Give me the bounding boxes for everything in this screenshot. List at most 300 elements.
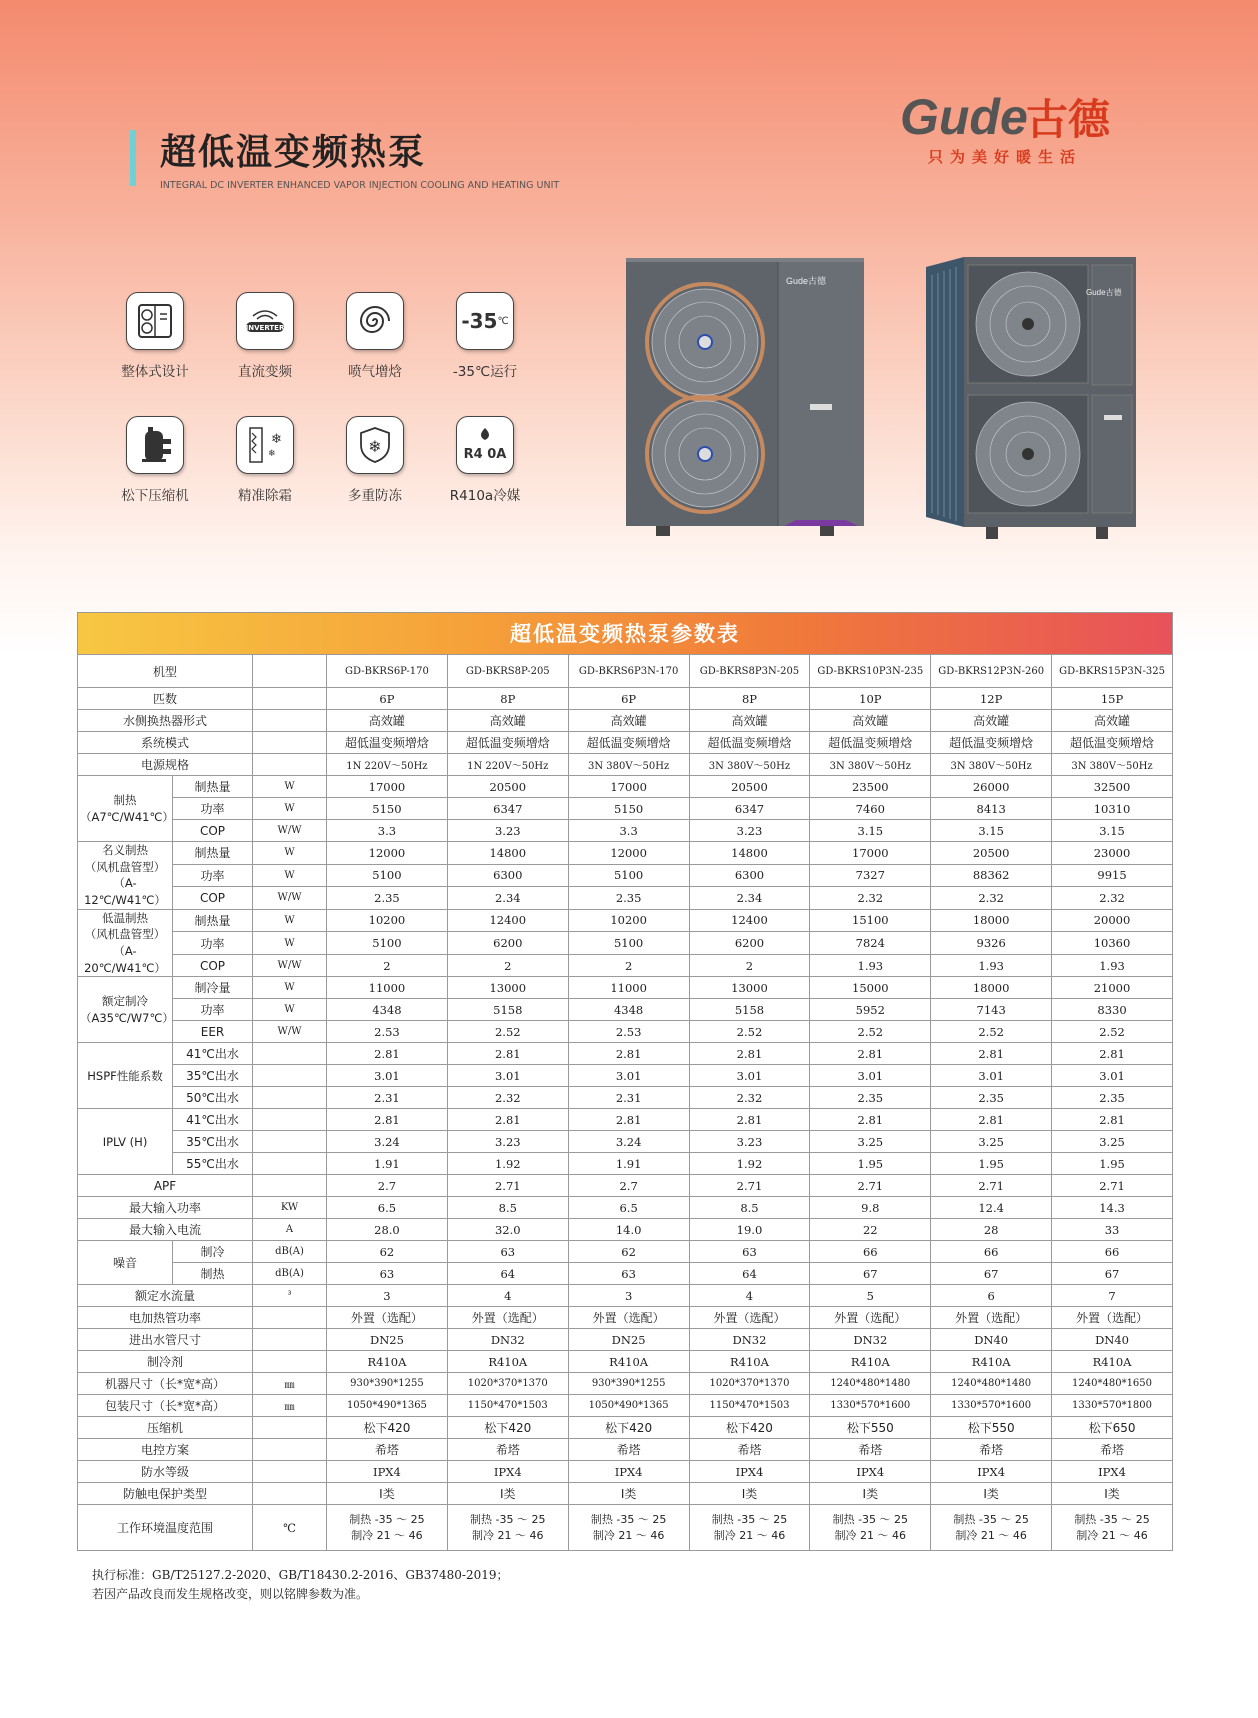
spec-value-cell: 松下550 [810,1417,931,1439]
spec-value-cell: 2.35 [931,1087,1052,1109]
spec-value-cell: 1N 220V～50Hz [327,754,448,776]
svg-text:❄: ❄ [368,437,382,456]
spec-value-cell: 3.23 [447,820,568,842]
spec-row [78,977,1173,999]
spec-value-cell: 超低温变频增焓 [810,732,931,754]
spec-value-cell: 14800 [689,842,810,865]
spec-row-label: 压缩机 [78,1417,253,1439]
spec-row [78,887,1173,910]
spec-row [78,1197,1173,1219]
spec-value-cell: 17000 [810,842,931,865]
spec-unit-cell [253,1461,327,1483]
spec-value-cell: 2.52 [1052,1021,1173,1043]
spec-value-cell: 3.01 [327,1065,448,1087]
minus35-icon [456,292,514,350]
spec-value-cell: 1.91 [568,1153,689,1175]
spec-value-cell: 制热 -35 ～ 25 制冷 21 ～ 46 [327,1505,448,1551]
spec-value-cell: 2.31 [327,1087,448,1109]
footer-disclaimer: 若因产品改良而发生规格改变，则以铭牌参数为准。 [92,1587,369,1602]
spec-row [78,798,1173,820]
spec-value-cell: 3.25 [1052,1131,1173,1153]
spec-row-label: 功率 [173,798,253,820]
spec-value-cell: 14800 [447,842,568,865]
spec-row-label: 最大输入电流 [78,1219,253,1241]
spec-value-cell: 66 [931,1241,1052,1263]
spec-row [78,1065,1173,1087]
swirl-evi-icon [346,292,404,350]
spec-table [77,612,1173,1551]
spec-value-cell: 2.71 [689,1175,810,1197]
spec-unit-cell: W [253,776,327,798]
spec-row-label: 55℃出水 [173,1153,253,1175]
spec-row-label: 制热量 [173,842,253,865]
spec-value-cell: R410A [1052,1351,1173,1373]
spec-value-cell: 5 [810,1285,931,1307]
inverter-icon-text: INVERTER [245,324,285,332]
spec-value-cell: 松下420 [447,1417,568,1439]
spec-value-cell: 7143 [931,999,1052,1021]
spec-row-label: EER [173,1021,253,1043]
spec-row [78,1483,1173,1505]
spec-value-cell: 2.52 [931,1021,1052,1043]
refrigerant-icon-text: R4 0A [463,447,507,462]
spec-value-cell: 外置（选配） [1052,1307,1173,1329]
model-name-cell: GD-BKRS6P-170 [327,655,448,688]
spec-value-cell: IPX4 [1052,1461,1173,1483]
spec-value-cell: 18000 [931,977,1052,999]
spec-unit-cell [253,732,327,754]
spec-value-cell: 7 [1052,1285,1173,1307]
spec-value-cell: 6.5 [327,1197,448,1219]
spec-value-cell: 制热 -35 ～ 25 制冷 21 ～ 46 [689,1505,810,1551]
spec-value-cell: 20500 [931,842,1052,865]
spec-value-cell: 6200 [447,932,568,955]
spec-value-cell: 64 [447,1263,568,1285]
spec-value-cell: 10310 [1052,798,1173,820]
spec-value-cell: 1240*480*1480 [810,1373,931,1395]
spec-value-cell: 2.81 [568,1043,689,1065]
spec-value-cell: 3.3 [327,820,448,842]
spec-value-cell: 14.0 [568,1219,689,1241]
spec-unit-cell: ㎜ [253,1373,327,1395]
spec-value-cell: 1150*470*1503 [447,1395,568,1417]
spec-value-cell: 松下420 [689,1417,810,1439]
spec-unit-cell [253,1439,327,1461]
spec-row [78,710,1173,732]
spec-value-cell: 3.23 [689,1131,810,1153]
spec-value-cell: DN32 [447,1329,568,1351]
spec-row-label: 制热量 [173,776,253,798]
spec-value-cell: 12400 [447,909,568,932]
spec-value-cell: 5100 [327,864,448,887]
spec-value-cell: 9326 [931,932,1052,955]
spec-value-cell: 3.25 [810,1131,931,1153]
spec-value-cell: I类 [447,1483,568,1505]
spec-unit-cell: A [253,1219,327,1241]
spec-value-cell: IPX4 [327,1461,448,1483]
model-name-cell: GD-BKRS8P-205 [447,655,568,688]
feature-label: 喷气增焓 [348,364,402,380]
spec-row [78,1439,1173,1461]
spec-value-cell: 2.35 [327,887,448,910]
spec-value-cell: R410A [689,1351,810,1373]
spec-value-cell: 1.93 [810,954,931,977]
spec-value-cell: 3.01 [931,1065,1052,1087]
spec-unit-cell [253,1109,327,1131]
spec-value-cell: IPX4 [689,1461,810,1483]
spec-row-label: 50℃出水 [173,1087,253,1109]
spec-row-label: COP [173,887,253,910]
footer-notes [92,1566,509,1604]
spec-value-cell: I类 [931,1483,1052,1505]
unit-brand-badge: Gude古德 [1086,288,1122,297]
spec-unit-cell [253,1131,327,1153]
spec-value-cell: 13000 [689,977,810,999]
spec-value-cell: 17000 [568,776,689,798]
unit-brand-badge: Gude古德 [786,276,827,286]
refrigerant-icon [456,416,514,474]
spec-value-cell: 1330*570*1600 [931,1395,1052,1417]
inverter-icon [236,292,294,350]
spec-value-cell: 高效罐 [931,710,1052,732]
spec-value-cell: 制热 -35 ～ 25 制冷 21 ～ 46 [447,1505,568,1551]
spec-value-cell: I类 [689,1483,810,1505]
spec-group-label: 低温制热 （风机盘管型） （A-20℃/W41℃） [78,909,173,977]
spec-unit-cell [253,1307,327,1329]
spec-value-cell: 18000 [931,909,1052,932]
spec-value-cell: 67 [1052,1263,1173,1285]
spec-group-label: 噪音 [78,1241,173,1285]
spec-row [78,909,1173,932]
spec-value-cell: 1020*370*1370 [689,1373,810,1395]
minus35-icon-text: -35 [461,309,498,333]
spec-value-cell: 5100 [568,932,689,955]
spec-value-cell: 高效罐 [447,710,568,732]
spec-unit-cell: W [253,842,327,865]
spec-value-cell: 2 [568,954,689,977]
spec-value-cell: 3 [568,1285,689,1307]
spec-value-cell: 2.81 [810,1043,931,1065]
spec-value-cell: 外置（选配） [689,1307,810,1329]
spec-row [78,1263,1173,1285]
model-name-cell: GD-BKRS6P3N-170 [568,655,689,688]
spec-value-cell: 2.53 [568,1021,689,1043]
page-subtitle: INTEGRAL DC INVERTER ENHANCED VAPOR INJECTION COOLING AND HEATING UNIT [160,180,560,191]
spec-value-cell: IPX4 [568,1461,689,1483]
spec-row [78,932,1173,955]
spec-value-cell: 3.01 [568,1065,689,1087]
spec-value-cell: 66 [1052,1241,1173,1263]
spec-table-grid [77,654,1173,1551]
spec-value-cell: 高效罐 [810,710,931,732]
spec-group-label: HSPF性能系数 [78,1043,173,1109]
spec-value-cell: 2.81 [447,1043,568,1065]
spec-value-cell: 制热 -35 ～ 25 制冷 21 ～ 46 [1052,1505,1173,1551]
spec-value-cell: 3.24 [568,1131,689,1153]
spec-value-cell: 3 [327,1285,448,1307]
spec-group-label: 制热 （A7℃/W41℃） [78,776,173,842]
spec-value-cell: 62 [568,1241,689,1263]
spec-group-label: IPLV (H) [78,1109,173,1175]
spec-value-cell: 制热 -35 ～ 25 制冷 21 ～ 46 [568,1505,689,1551]
spec-row [78,820,1173,842]
spec-row-label: 机器尺寸（长*宽*高） [78,1373,253,1395]
feature-label: -35℃运行 [452,364,518,380]
spec-unit-cell: W [253,798,327,820]
spec-value-cell: 3.15 [931,820,1052,842]
spec-row [78,1043,1173,1065]
spec-value-cell: 20000 [1052,909,1173,932]
spec-value-cell: 外置（选配） [568,1307,689,1329]
spec-value-cell: 7824 [810,932,931,955]
spec-value-cell: 高效罐 [1052,710,1173,732]
spec-value-cell: 32.0 [447,1219,568,1241]
spec-value-cell: 制热 -35 ～ 25 制冷 21 ～ 46 [810,1505,931,1551]
spec-value-cell: 1.91 [327,1153,448,1175]
spec-value-cell: 930*390*1255 [327,1373,448,1395]
spec-value-cell: 超低温变频增焓 [931,732,1052,754]
model-name-cell: GD-BKRS15P3N-325 [1052,655,1173,688]
spec-row-label: 电加热管功率 [78,1307,253,1329]
spec-row-label: 制热 [173,1263,253,1285]
spec-value-cell: 23000 [1052,842,1173,865]
spec-value-cell: 3N 380V～50Hz [689,754,810,776]
spec-value-cell: 2.32 [447,1087,568,1109]
spec-value-cell: 2.35 [568,887,689,910]
footer-standard: 执行标准：GB/T25127.2-2020、GB/T18430.2-2016、GB37480-2019； [92,1568,509,1582]
spec-value-cell: 2.81 [931,1109,1052,1131]
spec-value-cell: 2.7 [568,1175,689,1197]
spec-value-cell: 8.5 [447,1197,568,1219]
spec-value-cell: 1.95 [810,1153,931,1175]
spec-value-cell: 5100 [327,932,448,955]
spec-value-cell: 10360 [1052,932,1173,955]
spec-row-label: 包装尺寸（长*宽*高） [78,1395,253,1417]
spec-value-cell: 希塔 [568,1439,689,1461]
spec-row-label: 制冷量 [173,977,253,999]
feature-antifreeze [320,416,430,504]
spec-value-cell: 19.0 [689,1219,810,1241]
spec-row [78,754,1173,776]
feature-evi [320,292,430,380]
spec-value-cell: 2.35 [1052,1087,1173,1109]
spec-value-cell: 9915 [1052,864,1173,887]
spec-unit-cell [253,754,327,776]
spec-row-label: 功率 [173,932,253,955]
spec-value-cell: 2.71 [1052,1175,1173,1197]
spec-unit-cell [253,710,327,732]
spec-row-label: 进出水管尺寸 [78,1329,253,1351]
spec-value-cell: 12400 [689,909,810,932]
spec-row-label: 制冷剂 [78,1351,253,1373]
spec-value-cell: 2 [327,954,448,977]
spec-value-cell: 3N 380V～50Hz [568,754,689,776]
spec-value-cell: 20500 [447,776,568,798]
spec-value-cell: 1.93 [1052,954,1173,977]
feature-integrated-design [100,292,210,380]
spec-value-cell: 3.01 [1052,1065,1173,1087]
spec-row [78,1307,1173,1329]
svg-text:❄: ❄ [268,449,276,459]
integrated-design-icon [126,292,184,350]
spec-unit-cell: KW [253,1197,327,1219]
spec-value-cell: 2.71 [447,1175,568,1197]
spec-row-label: 35℃出水 [173,1065,253,1087]
spec-value-cell: 3.01 [689,1065,810,1087]
spec-value-cell: 63 [447,1241,568,1263]
spec-value-cell: 2.81 [689,1109,810,1131]
spec-value-cell: R410A [931,1351,1052,1373]
spec-value-cell: 3.24 [327,1131,448,1153]
feature-defrost [210,416,320,504]
spec-value-cell: 1N 220V～50Hz [447,754,568,776]
spec-unit-cell: W [253,932,327,955]
spec-value-cell: 2.71 [931,1175,1052,1197]
spec-value-cell: 2.7 [327,1175,448,1197]
spec-row-label: 41℃出水 [173,1043,253,1065]
spec-value-cell: DN25 [327,1329,448,1351]
feature-label: R410a冷媒 [449,488,521,504]
spec-row-label: 35℃出水 [173,1131,253,1153]
spec-value-cell: 外置（选配） [810,1307,931,1329]
spec-row [78,1395,1173,1417]
spec-value-cell: 5100 [568,864,689,887]
spec-value-cell: 1240*480*1650 [1052,1373,1173,1395]
spec-value-cell: 1050*490*1365 [568,1395,689,1417]
spec-value-cell: 1330*570*1800 [1052,1395,1173,1417]
spec-value-cell: 10200 [568,909,689,932]
spec-table-title: 超低温变频热泵参数表 [77,612,1173,654]
spec-value-cell: 9.8 [810,1197,931,1219]
spec-row-label: 功率 [173,864,253,887]
spec-value-cell: 2.81 [327,1043,448,1065]
spec-value-cell: 2.53 [327,1021,448,1043]
spec-value-cell: 外置（选配） [447,1307,568,1329]
spec-value-cell: 超低温变频增焓 [447,732,568,754]
spec-value-cell: 2.81 [568,1109,689,1131]
svg-text:❄: ❄ [271,432,282,447]
spec-row-label: 额定水流量 [78,1285,253,1307]
spec-value-cell: 超低温变频增焓 [1052,732,1173,754]
spec-value-cell: 2.81 [810,1109,931,1131]
spec-value-cell: 2.34 [447,887,568,910]
spec-value-cell: 2.81 [689,1043,810,1065]
spec-value-cell: 1.92 [447,1153,568,1175]
spec-value-cell: 28.0 [327,1219,448,1241]
spec-value-cell: 62 [327,1241,448,1263]
heat-pump-unit-large-image [926,255,1138,547]
spec-row [78,1417,1173,1439]
shield-snowflake-icon [346,416,404,474]
spec-value-cell: 2.81 [931,1043,1052,1065]
spec-row-label: 工作环境温度范围 [78,1505,253,1551]
spec-value-cell: 6300 [689,864,810,887]
spec-value-cell: 2.81 [1052,1043,1173,1065]
spec-value-cell: 15000 [810,977,931,999]
feature-inverter [210,292,320,380]
spec-value-cell: 4 [689,1285,810,1307]
spec-value-cell: 2.52 [689,1021,810,1043]
spec-value-cell: 超低温变频增焓 [689,732,810,754]
spec-row [78,1373,1173,1395]
spec-value-cell: 松下420 [568,1417,689,1439]
spec-value-cell: 17000 [327,776,448,798]
spec-value-cell: 3.23 [689,820,810,842]
spec-row [78,1087,1173,1109]
spec-value-cell: 3.25 [931,1131,1052,1153]
spec-group-label: 名义制热 （风机盘管型） （A-12℃/W41℃） [78,842,173,910]
spec-row [78,1175,1173,1197]
spec-value-cell: 2.32 [931,887,1052,910]
spec-value-cell: 32500 [1052,776,1173,798]
spec-row-label: 制冷 [173,1241,253,1263]
spec-value-cell: 3N 380V～50Hz [931,754,1052,776]
spec-value-cell: 4348 [568,999,689,1021]
spec-unit-cell: W/W [253,1021,327,1043]
spec-value-cell: DN32 [689,1329,810,1351]
spec-row [78,864,1173,887]
spec-header-row [78,655,1173,688]
spec-value-cell: 11000 [327,977,448,999]
spec-row-label: 41℃出水 [173,1109,253,1131]
model-name-cell: GD-BKRS8P3N-205 [689,655,810,688]
spec-value-cell: 希塔 [810,1439,931,1461]
spec-value-cell: 超低温变频增焓 [568,732,689,754]
spec-value-cell: 12P [931,688,1052,710]
spec-value-cell: 6200 [689,932,810,955]
spec-value-cell: 1.92 [689,1153,810,1175]
svg-text:古德: 古德 [1026,95,1111,144]
spec-value-cell: 松下420 [327,1417,448,1439]
spec-value-cell: 3N 380V～50Hz [1052,754,1173,776]
spec-value-cell: 8P [447,688,568,710]
spec-value-cell: 3.01 [810,1065,931,1087]
heat-pump-unit-single-image [626,258,866,540]
spec-value-cell: 33 [1052,1219,1173,1241]
spec-value-cell: DN40 [931,1329,1052,1351]
spec-value-cell: 8413 [931,798,1052,820]
spec-value-cell: 2.71 [810,1175,931,1197]
spec-value-cell: 23500 [810,776,931,798]
spec-value-cell: 2.52 [447,1021,568,1043]
spec-value-cell: 14.3 [1052,1197,1173,1219]
spec-row-label: 制热量 [173,909,253,932]
spec-unit-cell: W [253,864,327,887]
spec-value-cell: 希塔 [1052,1439,1173,1461]
defrost-icon [236,416,294,474]
spec-value-cell: 28 [931,1219,1052,1241]
spec-value-cell: 11000 [568,977,689,999]
spec-unit-cell: W [253,977,327,999]
spec-value-cell: 高效罐 [568,710,689,732]
spec-value-cell: R410A [810,1351,931,1373]
spec-row-label: 最大输入功率 [78,1197,253,1219]
spec-value-cell: 4348 [327,999,448,1021]
spec-unit-cell: dB(A) [253,1241,327,1263]
spec-value-cell: I类 [568,1483,689,1505]
spec-value-cell: 超低温变频增焓 [327,732,448,754]
spec-row [78,732,1173,754]
spec-value-cell: 2 [689,954,810,977]
feature-label: 松下压缩机 [121,488,189,504]
spec-value-cell: 1.95 [931,1153,1052,1175]
spec-value-cell: 3.01 [447,1065,568,1087]
spec-value-cell: 1150*470*1503 [689,1395,810,1417]
spec-unit-cell [253,1483,327,1505]
spec-value-cell: R410A [447,1351,568,1373]
spec-value-cell: 6300 [447,864,568,887]
spec-value-cell: 2.32 [689,1087,810,1109]
